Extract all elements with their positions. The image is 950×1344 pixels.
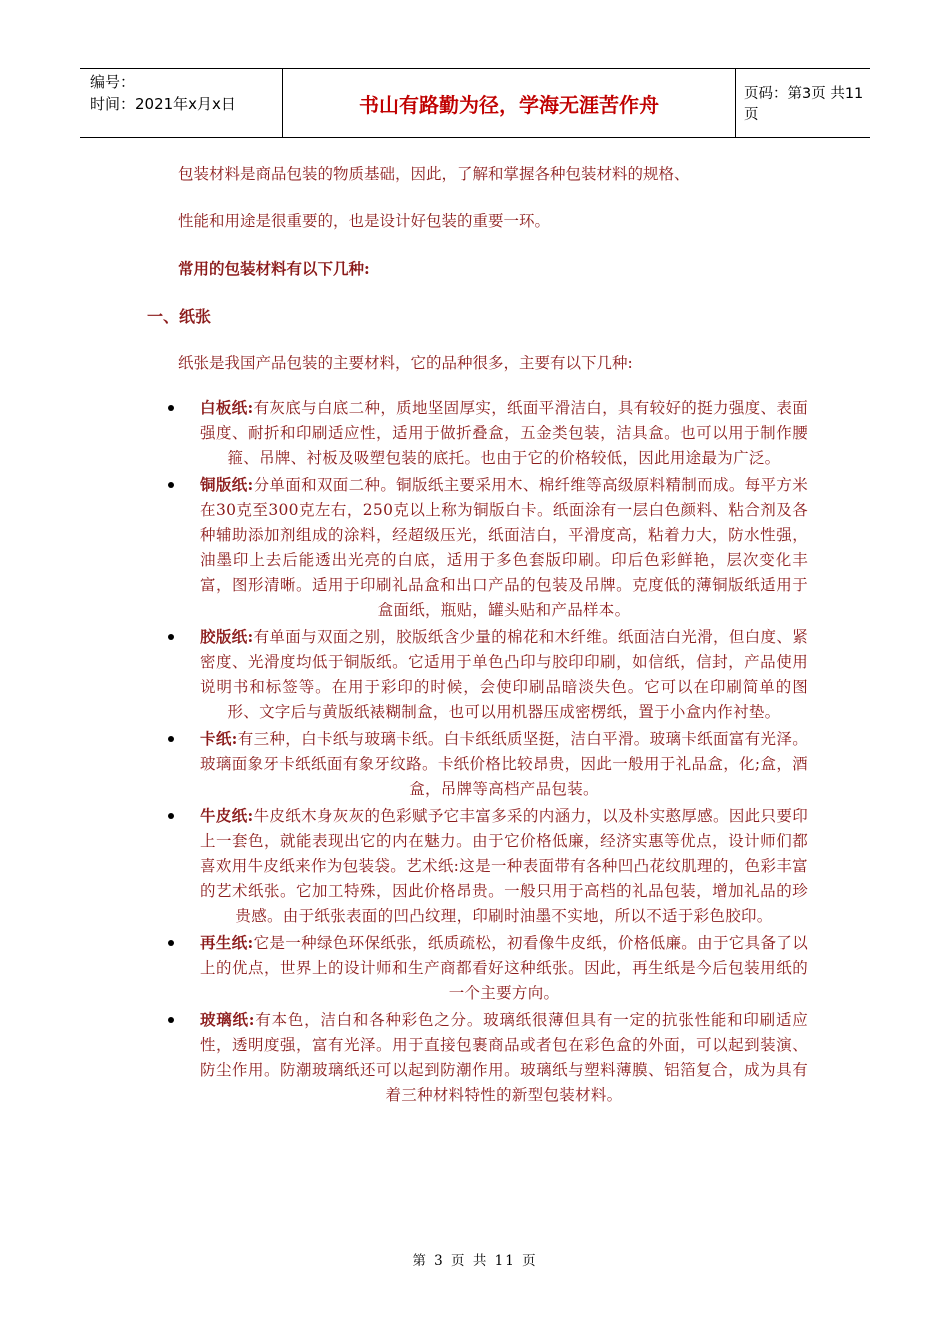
motto: 书山有路勤为径，学海无涯苦作舟 xyxy=(282,69,736,137)
item-desc: 有三种，白卡纸与玻璃卡纸。白卡纸纸质坚挺，洁白平滑。玻璃卡纸面富有光泽。玻璃面象牙卡纸纸面有象牙纹路。卡纸价格比较昂贵，因此一般用于礼品盒，化;盒，酒盒，吊牌等高档产品包装。 xyxy=(200,730,809,798)
bullet-icon xyxy=(168,405,174,411)
item-desc: 有单面与双面之别，胶版纸含少量的棉花和木纤维。纸面洁白光滑，但白度、紧密度、光滑度均低于铜版纸。它适用于单色凸印与胶印印刷，如信纸，信封，产品使用说明书和标签等。在用于彩印的时候，会使印刷品暗淡失色。它可以在印刷简单的图形、文字后与黄版纸裱糊制盒，也可以用机器压成密楞纸，置于小盒内作衬垫。 xyxy=(200,628,808,721)
bullet-icon xyxy=(168,634,174,640)
list-item xyxy=(168,395,818,471)
item-term: 再生纸: xyxy=(200,933,254,952)
bullet-icon xyxy=(168,1017,174,1023)
item-desc: 它是一种绿色环保纸张，纸质疏松，初看像牛皮纸，价格低廉。由于它具备了以上的优点，世界上的设计师和生产商都看好这种纸张。因此，再生纸是今后包装用纸的一个主要方向。 xyxy=(200,934,808,1002)
list-item xyxy=(168,726,818,802)
intro-line-1: 包装材料是商品包装的物质基础，因此，了解和掌握各种包装材料的规格、 xyxy=(178,165,690,183)
section-heading-paper: 一、纸张 xyxy=(147,307,212,326)
item-desc: 牛皮纸木身灰灰的色彩赋予它丰富多采的内涵力，以及朴实憨厚感。因此只要印上一套色，就能表现出它的内在魅力。由于它价格低廉，经济实惠等优点，设计师们都喜欢用牛皮纸来作为包装袋。艺术纸:这是一种表面带有各种凹凸花纹肌理的，色彩丰富的艺术纸张。它加工特殊，因此价格昂贵。一般只用于高档的礼品包装，增加礼品的珍贵感。由于纸张表面的凹凸纹理，印刷时油墨不实地，所以不适于彩色胶印。 xyxy=(200,807,808,925)
list-item xyxy=(168,1007,818,1108)
bullet-icon xyxy=(168,940,174,946)
intro-line-2: 性能和用途是很重要的，也是设计好包装的重要一环。 xyxy=(178,212,551,230)
number-label: 编号： xyxy=(90,73,136,91)
item-desc: 有本色，洁白和各种彩色之分。玻璃纸很薄但具有一定的抗张性能和印刷适应性，透明度强，富有光泽。用于直接包裹商品或者包在彩色盒的外面，可以起到装演、防尘作用。防潮玻璃纸还可以起到防潮作用。玻璃纸与塑料薄膜、铝箔复合，成为具有着三种材料特性的新型包装材料。 xyxy=(200,1011,809,1104)
list-item xyxy=(168,624,818,725)
list-item xyxy=(168,930,818,1006)
time-label: 时间：2021年x月x日 xyxy=(90,95,236,113)
list-item xyxy=(168,472,818,623)
header-left-cell xyxy=(80,69,282,137)
item-term: 牛皮纸: xyxy=(200,806,254,825)
page-info: 页码：第3页 共11页 xyxy=(744,86,864,123)
bullet-icon xyxy=(168,482,174,488)
section-intro: 纸张是我国产品包装的主要材料，它的品种很多，主要有以下几种: xyxy=(178,354,633,372)
page-header xyxy=(80,68,870,138)
item-term: 卡纸: xyxy=(200,729,238,748)
bullet-icon xyxy=(168,813,174,819)
item-term: 玻璃纸: xyxy=(200,1010,255,1029)
bullet-icon xyxy=(168,736,174,742)
item-term: 胶版纸: xyxy=(200,627,254,646)
item-term: 白板纸: xyxy=(200,398,254,417)
item-desc: 有灰底与白底二种，质地坚固厚实，纸面平滑洁白，具有较好的挺力强度、表面强度、耐折和印刷适应性，适用于做折叠盒，五金类包装，洁具盒。也可以用于制作腰箍、吊牌、衬板及吸塑包装的底托。也由于它的价格较低，因此用途最为广泛。 xyxy=(200,399,808,467)
item-desc: 分单面和双面二种。铜版纸主要采用木、棉纤维等高级原料精制而成。每平方米在30克至300克左右，250克以上称为铜版白卡。纸面涂有一层白色颜料、粘合剂及各种辅助添加剂组成的涂料，经超级压光，纸面洁白，平滑度高，粘着力大，防水性强，油墨印上去后能透出光亮的白底，适用于多色套版印刷。印后色彩鲜艳，层次变化丰富，图形清晰。适用于印刷礼品盒和出口产品的包装及吊牌。克度低的薄铜版纸适用于盒面纸，瓶贴，罐头贴和产品样本。 xyxy=(200,476,808,619)
paper-types-list xyxy=(168,395,818,1108)
list-item xyxy=(168,803,818,929)
page-footer: 第 3 页 共 11 页 xyxy=(412,1253,538,1269)
item-term: 铜版纸: xyxy=(200,475,254,494)
common-materials-heading: 常用的包装材料有以下几种: xyxy=(178,259,370,278)
